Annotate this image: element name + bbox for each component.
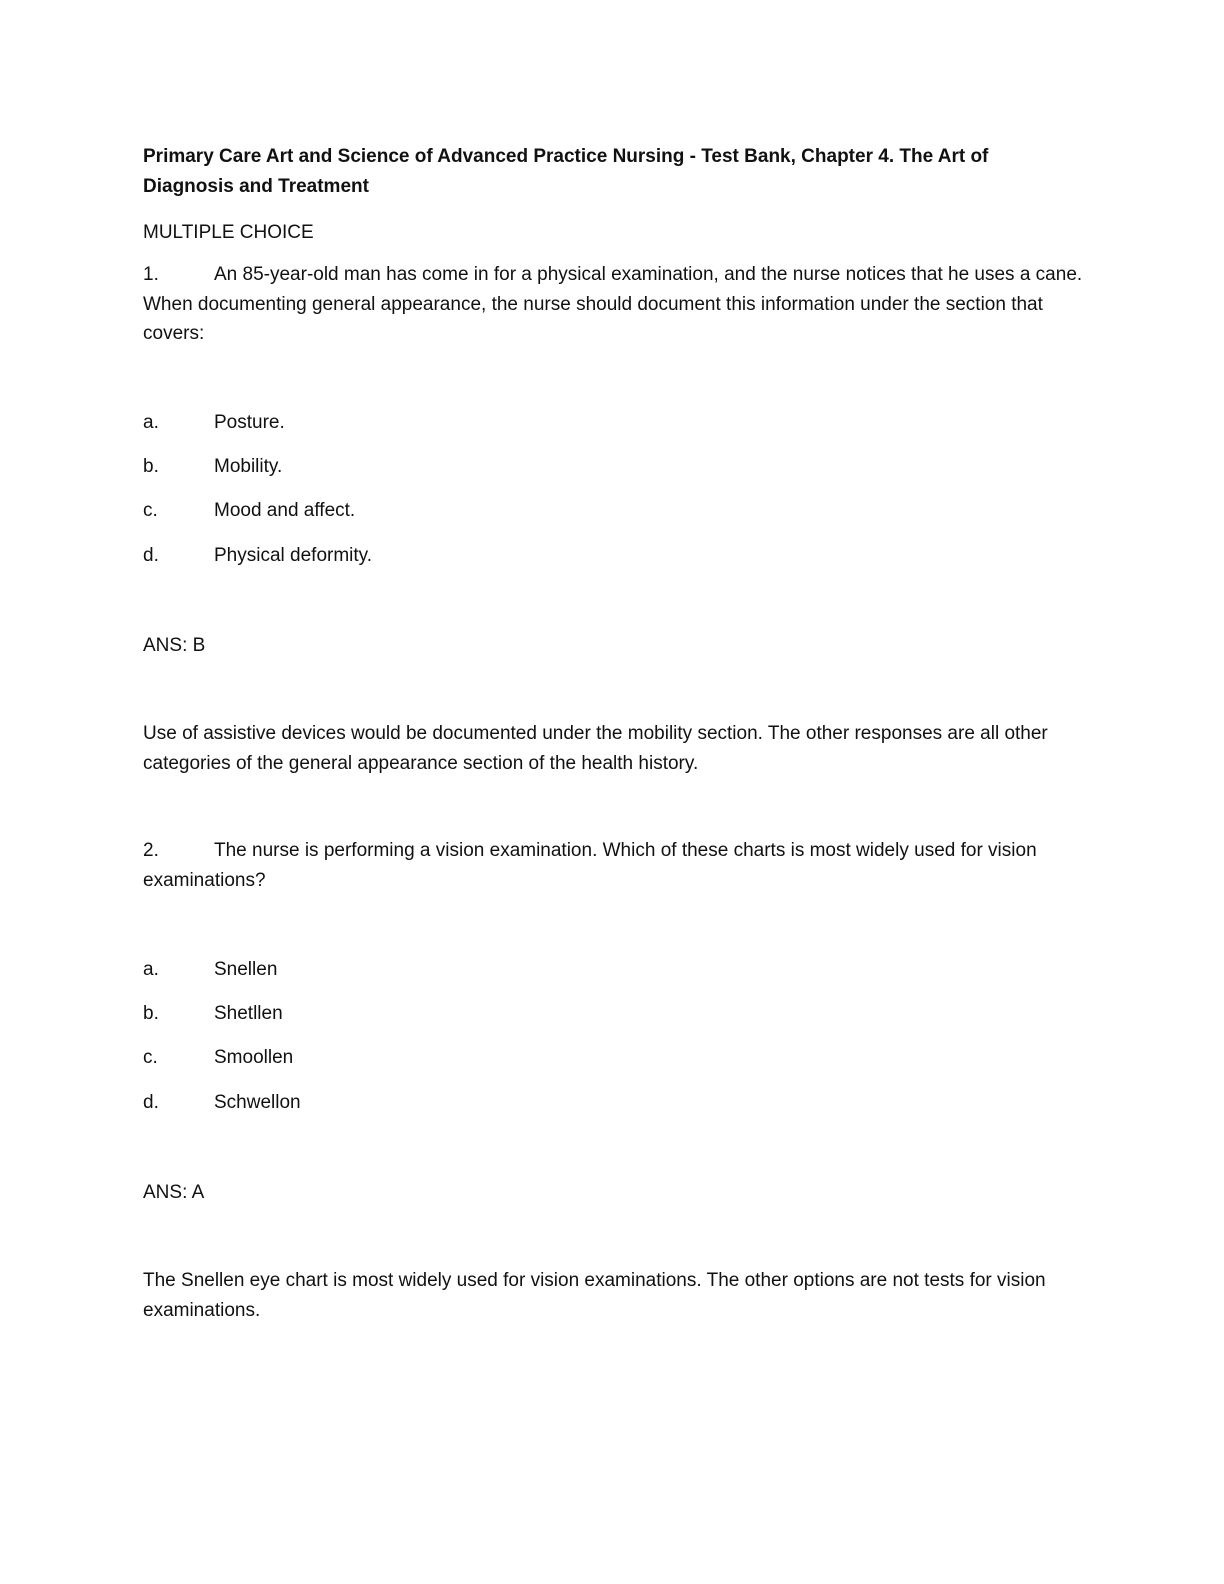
question-text: An 85-year-old man has come in for a physical examination, and the nurse notices that he uses a cane. When documenting general appearance, the nurse should document this information under the section that covers: [143, 264, 1083, 344]
option-letter: d. [143, 545, 159, 566]
option-text: Posture. [214, 412, 285, 433]
option-letter: c. [143, 1047, 158, 1068]
question-number: 1. [143, 264, 159, 285]
option-text: Smoollen [214, 1047, 294, 1068]
option-letter: c. [143, 500, 158, 521]
option-letter: a. [143, 412, 159, 433]
option-text: Mobility. [214, 456, 283, 477]
question-number: 2. [143, 840, 159, 861]
answer-key: ANS: A [143, 1182, 205, 1203]
document-page [143, 142, 1083, 1321]
question-stem [143, 260, 1083, 349]
answer-option [143, 1088, 301, 1118]
question-2 [143, 836, 1083, 895]
answer-option [143, 408, 285, 438]
answer-option [143, 541, 372, 571]
option-text: Snellen [214, 959, 278, 980]
question-stem [143, 836, 1083, 895]
answer-option [143, 452, 282, 482]
option-text: Schwellon [214, 1092, 301, 1113]
answer-key: ANS: B [143, 635, 206, 656]
option-letter: b. [143, 456, 159, 477]
document-title: Primary Care Art and Science of Advanced Practice Nursing - Test Bank, Chapter 4. The Art of Diagnosis and Treatment [143, 146, 989, 197]
option-letter: b. [143, 1003, 159, 1024]
option-text: Mood and affect. [214, 500, 356, 521]
option-letter: d. [143, 1092, 159, 1113]
answer-option [143, 1043, 293, 1073]
question-1 [143, 260, 1083, 349]
option-letter: a. [143, 959, 159, 980]
option-text: Shetllen [214, 1003, 283, 1024]
option-text: Physical deformity. [214, 545, 373, 566]
answer-option [143, 955, 277, 985]
section-label: MULTIPLE CHOICE [143, 222, 314, 243]
answer-rationale: Use of assistive devices would be documented under the mobility section. The other responses are all other categories of the general appearance section of the health history. [143, 723, 1048, 774]
answer-option [143, 999, 283, 1029]
answer-option [143, 496, 355, 526]
question-text: The nurse is performing a vision examination. Which of these charts is most widely used for vision examinations? [143, 840, 1037, 891]
answer-rationale: The Snellen eye chart is most widely used for vision examinations. The other options are not tests for vision examinations. [143, 1270, 1046, 1321]
